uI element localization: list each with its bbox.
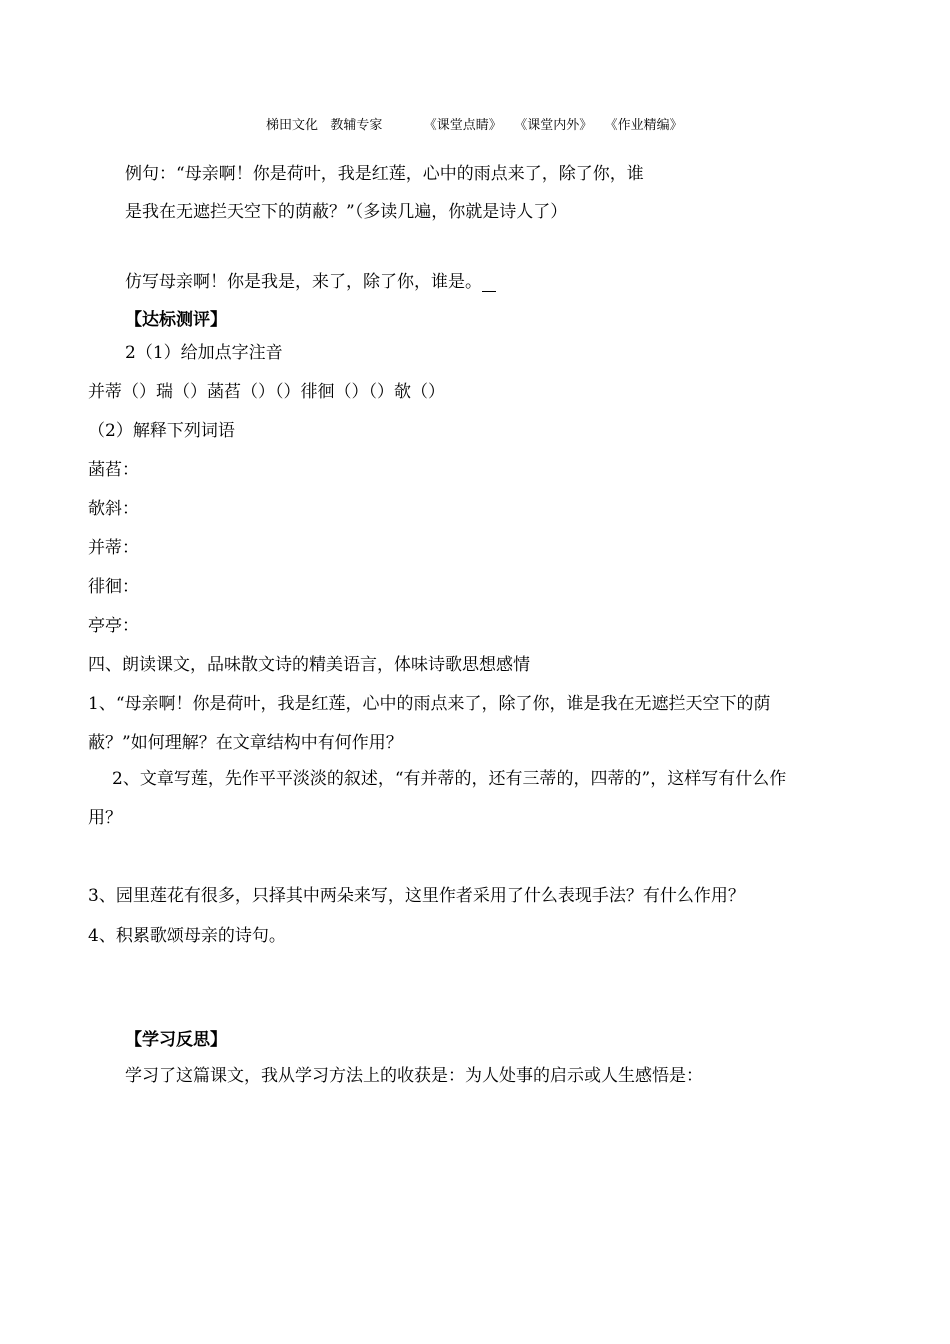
section-test-heading: 【达标测评】 [125,310,227,330]
q1-line-a: 1、“母亲啊！你是荷叶，我是红莲，心中的雨点来了，除了你，谁是我在无遮拦天空下的荫 [88,694,771,714]
term-handan: 菡萏： [88,460,139,480]
example-line-2: 是我在无遮拦天空下的荫蔽？”（多读几遍，你就是诗人了） [125,202,568,222]
term-qixie: 欹斜： [88,499,139,519]
imitate-text: 仿写母亲啊！你是我是，来了，除了你，谁是。 [125,272,482,292]
term-paihuai: 徘徊： [88,577,139,597]
q4-line: 4、积累歌颂母亲的诗句。 [88,926,286,946]
expert-text: 教辅专家 [330,118,383,133]
series-2: 《课堂内外》 [514,118,593,133]
series-3: 《作业精编》 [604,118,683,133]
q2-line-b: 用？ [88,808,122,828]
brand-text: 梯田文化 [266,118,319,133]
series-1: 《课堂点睛》 [423,118,502,133]
q2-2: （2）解释下列词语 [88,421,235,441]
part4-heading: 四、朗读课文，品味散文诗的精美语言，体味诗歌思想感情 [88,655,530,675]
term-bingdi: 并蒂： [88,538,139,558]
example-line-1: 例句：“母亲啊！你是荷叶，我是红莲，心中的雨点来了，除了你，谁 [125,164,644,184]
term-tingting: 亭亭： [88,616,139,636]
imitate-blank [482,275,496,292]
reflect-line: 学习了这篇课文，我从学习方法上的收获是：为人处事的启示或人生感悟是： [125,1066,703,1086]
imitate-line [125,272,496,292]
q3-line: 3、园里莲花有很多，只择其中两朵来写，这里作者采用了什么表现手法？有什么作用？ [88,886,745,906]
section-reflect-heading: 【学习反思】 [125,1030,227,1050]
page-header [266,114,683,133]
q2-line-a: 2、文章写莲，先作平平淡淡的叙述，“有并蒂的，还有三蒂的，四蒂的”，这样写有什么作 [112,769,787,789]
q1-line-b: 蔽？”如何理解？在文章结构中有何作用？ [88,733,403,753]
q2-1: 2（1）给加点字注音 [125,343,283,363]
pinyin-line: 并蒂（）瑞（）菡萏（）（）徘徊（）（）欹（） [88,382,445,402]
